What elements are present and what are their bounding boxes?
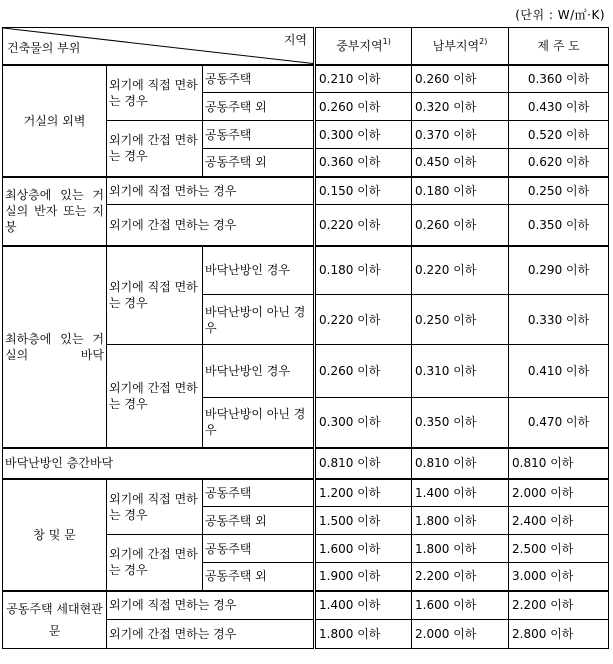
table-row: [3, 479, 609, 507]
table-cell: 0.310 이하: [412, 345, 509, 398]
table-cell: 0.410 이하: [509, 345, 609, 398]
header-diagonal-cell: [3, 28, 315, 65]
windows-direct-label: 외기에 직접 면하는 경우: [107, 479, 203, 535]
table-cell: 1.500 이하: [315, 507, 412, 535]
table-cell: 3.000 이하: [509, 563, 609, 591]
table-cell: 1.400 이하: [412, 479, 509, 507]
unit-note: (단위 : W/㎡·K): [515, 8, 605, 22]
wall-apt-label: 공동주택: [203, 65, 315, 93]
table-cell: 0.150 이하: [315, 177, 412, 205]
table-cell: 0.520 이하: [509, 121, 609, 149]
table-cell: 0.350 이하: [509, 205, 609, 246]
table-cell: 2.000 이하: [412, 620, 509, 649]
windows-non-apt-label: 공동주택 외: [203, 563, 315, 591]
table-cell: 0.260 이하: [412, 65, 509, 93]
table-cell: 0.470 이하: [509, 398, 609, 448]
header-central: [315, 28, 412, 65]
table-cell: 0.220 이하: [412, 246, 509, 295]
entrance-label: 공동주택 세대현관문: [3, 591, 107, 649]
windows-non-apt-label: 공동주택 외: [203, 507, 315, 535]
table-cell: 0.370 이하: [412, 121, 509, 149]
table-cell: 0.180 이하: [315, 246, 412, 295]
table-cell: 1.600 이하: [412, 591, 509, 620]
entrance-indirect-label: 외기에 간접 면하는 경우: [107, 620, 315, 649]
floor-direct-label: 외기에 직접 면하는 경우: [107, 246, 203, 345]
table-cell: 2.500 이하: [509, 535, 609, 563]
header-region-label: 지역: [283, 33, 308, 47]
table-cell: 0.620 이하: [509, 149, 609, 177]
floor-indirect-label: 외기에 간접 면하는 경우: [107, 345, 203, 448]
table-cell: 1.600 이하: [315, 535, 412, 563]
header-part-label: 건축물의 부위: [7, 40, 81, 55]
header-row: [3, 28, 609, 65]
table-cell: 0.450 이하: [412, 149, 509, 177]
table-cell: 0.220 이하: [315, 205, 412, 246]
wall-apt-label: 공동주택: [203, 121, 315, 149]
windows-label: 창 및 문: [3, 479, 107, 591]
windows-apt-label: 공동주택: [203, 479, 315, 507]
table-cell: 0.810 이하: [509, 448, 609, 479]
table-cell: 2.000 이하: [509, 479, 609, 507]
roof-label: 최상층에 있는 거실의 반자 또는 지붕: [3, 177, 107, 246]
table-cell: 0.210 이하: [315, 65, 412, 93]
table-cell: 0.330 이하: [509, 295, 609, 345]
interfloor-label: 바닥난방인 층간바닥: [3, 448, 315, 479]
table-cell: 0.810 이하: [315, 448, 412, 479]
header-jeju: 제 주 도: [509, 28, 609, 65]
windows-indirect-label: 외기에 간접 면하는 경우: [107, 535, 203, 591]
table-cell: 0.430 이하: [509, 93, 609, 121]
wall-non-apt-label: 공동주택 외: [203, 93, 315, 121]
table-row: [3, 177, 609, 205]
floor-not-heated-label: 바닥난방이 아닌 경우: [203, 295, 315, 345]
table-cell: 0.220 이하: [315, 295, 412, 345]
table-row: [3, 448, 609, 479]
table-cell: 0.300 이하: [315, 121, 412, 149]
wall-non-apt-label: 공동주택 외: [203, 149, 315, 177]
header-central-label: 중부지역: [336, 38, 383, 53]
table-cell: 1.800 이하: [412, 507, 509, 535]
entrance-direct-label: 외기에 직접 면하는 경우: [107, 591, 315, 620]
table-row: [3, 246, 609, 295]
table-cell: 2.200 이하: [509, 591, 609, 620]
insulation-table: [2, 27, 609, 649]
roof-direct-label: 외기에 직접 면하는 경우: [107, 177, 315, 205]
table-cell: 2.200 이하: [412, 563, 509, 591]
floor-label: 최하층에 있는 거실의 바닥: [3, 246, 107, 448]
table-cell: 1.800 이하: [412, 535, 509, 563]
wall-label: 거실의 외벽: [3, 65, 107, 177]
table-cell: 0.290 이하: [509, 246, 609, 295]
wall-indirect-label: 외기에 간접 면하는 경우: [107, 121, 203, 177]
header-central-note: 1): [382, 36, 391, 46]
table-cell: 0.180 이하: [412, 177, 509, 205]
table-cell: 0.300 이하: [315, 398, 412, 448]
table-cell: 1.800 이하: [315, 620, 412, 649]
roof-indirect-label: 외기에 간접 면하는 경우: [107, 205, 315, 246]
table-cell: 0.260 이하: [315, 345, 412, 398]
floor-heated-label: 바닥난방인 경우: [203, 345, 315, 398]
table-cell: 1.400 이하: [315, 591, 412, 620]
table-row: [3, 65, 609, 93]
table-cell: 0.250 이하: [412, 295, 509, 345]
table-cell: 0.360 이하: [509, 65, 609, 93]
table-cell: 1.200 이하: [315, 479, 412, 507]
wall-direct-label: 외기에 직접 면하는 경우: [107, 65, 203, 121]
floor-not-heated-label: 바닥난방이 아닌 경우: [203, 398, 315, 448]
table-cell: 0.360 이하: [315, 149, 412, 177]
table-cell: 0.350 이하: [412, 398, 509, 448]
table-cell: 1.900 이하: [315, 563, 412, 591]
table-cell: 0.250 이하: [509, 177, 609, 205]
table-cell: 0.260 이하: [315, 93, 412, 121]
table-cell: 0.810 이하: [412, 448, 509, 479]
header-southern: [412, 28, 509, 65]
windows-apt-label: 공동주택: [203, 535, 315, 563]
table-cell: 2.400 이하: [509, 507, 609, 535]
table-cell: 2.800 이하: [509, 620, 609, 649]
header-southern-label: 남부지역: [432, 38, 480, 53]
table-cell: 0.320 이하: [412, 93, 509, 121]
floor-heated-label: 바닥난방인 경우: [203, 246, 315, 295]
header-southern-note: 2): [479, 36, 488, 46]
table-cell: 0.260 이하: [412, 205, 509, 246]
table-row: [3, 591, 609, 620]
